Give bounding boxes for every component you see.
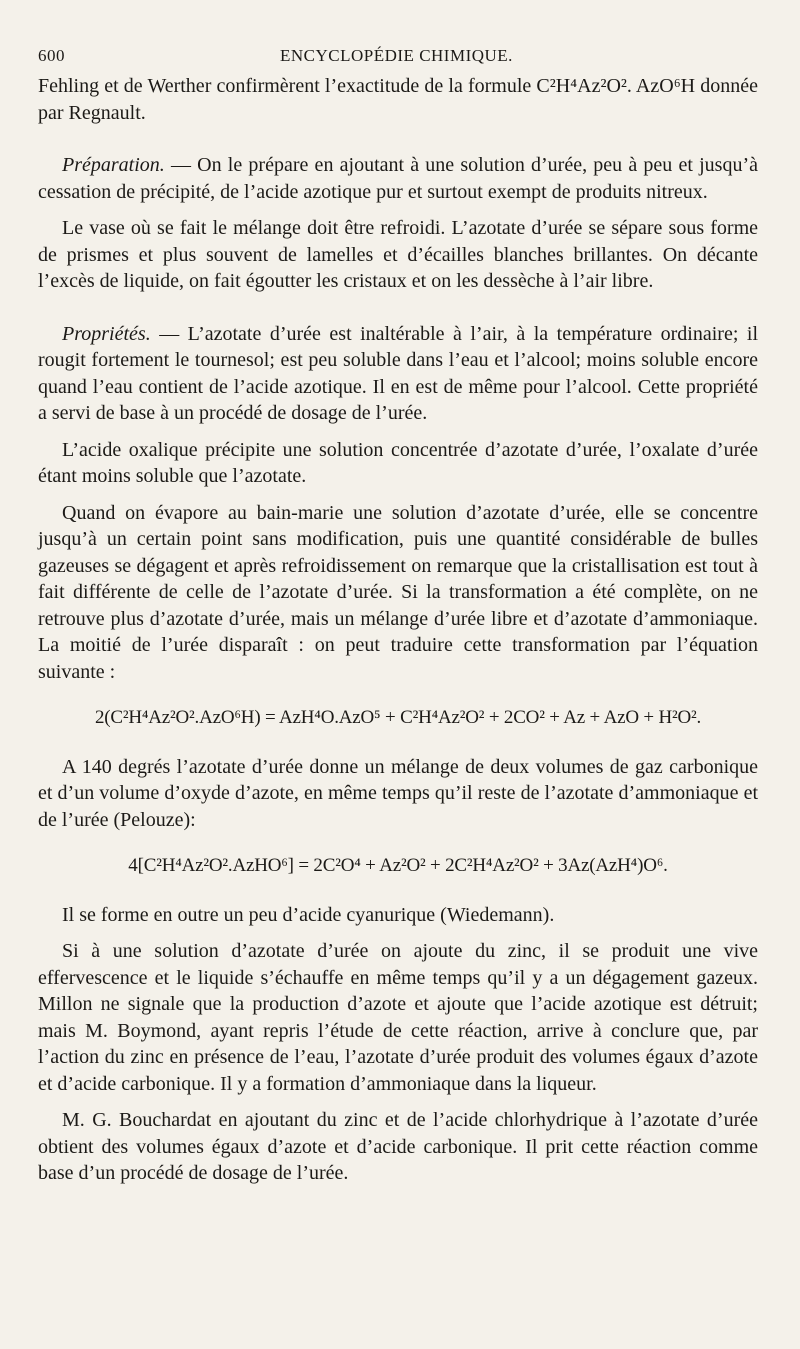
paragraph-evaporation: Quand on évapore au bain-marie une solution d’azotate d’urée, elle se concentre jusqu’à un certain point sans modification, puis une quantité considérable de bulles gazeuses se dégagent et après refroidissement on remarque que la cristallisation est tout à fait différente de celle de l’azotate d’urée. Si la transformation a été complète, on ne retrouve plus d’azotate d’urée, mais un mélange d’urée libre et d’azotate d’ammoniaque. La moitié de l’urée disparaît : on peut traduire cette transformation par l’équation suivante : [38,501,758,683]
paragraph-properties [38,321,758,427]
paragraph-preparation [38,152,758,205]
paragraph-140-degrees: A 140 degrés l’azotate d’urée donne un mélange de deux volumes de gaz carbonique et d’un volume d’oxyde d’azote, en même temps qu’il reste de l’azotate d’ammoniaque et de l’urée (Pelouze): [38,755,758,831]
body-text [38,73,758,1187]
equation-1: 2(C²H⁴Az²O².AzO⁶H) = AzH⁴O.AzO⁵ + C²H⁴Az²O² + 2CO² + Az + AzO + H²O². [94,707,702,728]
section-heading-preparation: Préparation. [62,154,165,176]
paragraph-cyanuric: Il se forme en outre un peu d’acide cyanurique (Wiedemann). [62,903,555,926]
page-header [38,46,762,72]
section-heading-properties: Propriétés. [62,322,151,345]
paragraph-continuation: Fehling et de Werther confirmèrent l’exactitude de la formule C²H⁴Az²O². AzO⁶H donnée par Regnault. [38,75,758,124]
paragraph-zinc: Si à une solution d’azotate d’urée on ajoute du zinc, il se produit une vive effervescence et le liquide s’échauffe en même temps qu’il y a un dégagement gazeux. Millon ne signale que la production d’azote et ajoute que l’acide azotique est détruit; mais M. Boymond, ayant repris l’étude de cette réaction, arrive à conclure que, par l’action du zinc en présence de l’eau, l’azotate d’urée produit des volumes égaux d’azote et d’acide carbonique. Il y a formation d’ammoniaque dans la liqueur. [38,940,758,1095]
paragraph-oxalic: L’acide oxalique précipite une solution concentrée d’azotate d’urée, l’oxalate d’urée étant moins soluble que l’azotate. [38,438,758,487]
paragraph-bouchardat: M. G. Bouchardat en ajoutant du zinc et de l’acide chlorhydrique à l’azotate d’urée obtient des volumes égaux d’azote et d’acide carbonique. Il prit cette réaction comme base d’un procédé de dosage de l’urée. [38,1109,758,1184]
properties-text: — L’azotate d’urée est inaltérable à l’air, à la température ordinaire; il rougit fortement le tournesol; est peu soluble dans l’eau et l’alcool; moins soluble encore quand l’eau contient de l’acide azotique. Il en est de même pour l’alcool. Cette propriété a servi de base à un procédé de dosage de l’urée. [38,322,758,424]
running-head: ENCYCLOPÉDIE CHIMIQUE. [280,46,513,65]
page-number: 600 [38,46,65,65]
equation-2: 4[C²H⁴Az²O².AzHO⁶] = 2C²O⁴ + Az²O² + 2C²H⁴Az²O² + 3Az(AzH⁴)O⁶. [128,855,668,876]
paragraph-cooling: Le vase où se fait le mélange doit être refroidi. L’azotate d’urée se sépare sous forme de prismes et plus souvent de lamelles et d’écailles blanches brillantes. On décante l’excès de liquide, on fait égoutter les cristaux et on les dessèche à l’air libre. [38,217,758,292]
preparation-text: — On le prépare en ajoutant à une solution d’urée, peu à peu et jusqu’à cessation de précipité, de l’acide azotique pur et surtout exempt de produits nitreux. [38,154,758,203]
